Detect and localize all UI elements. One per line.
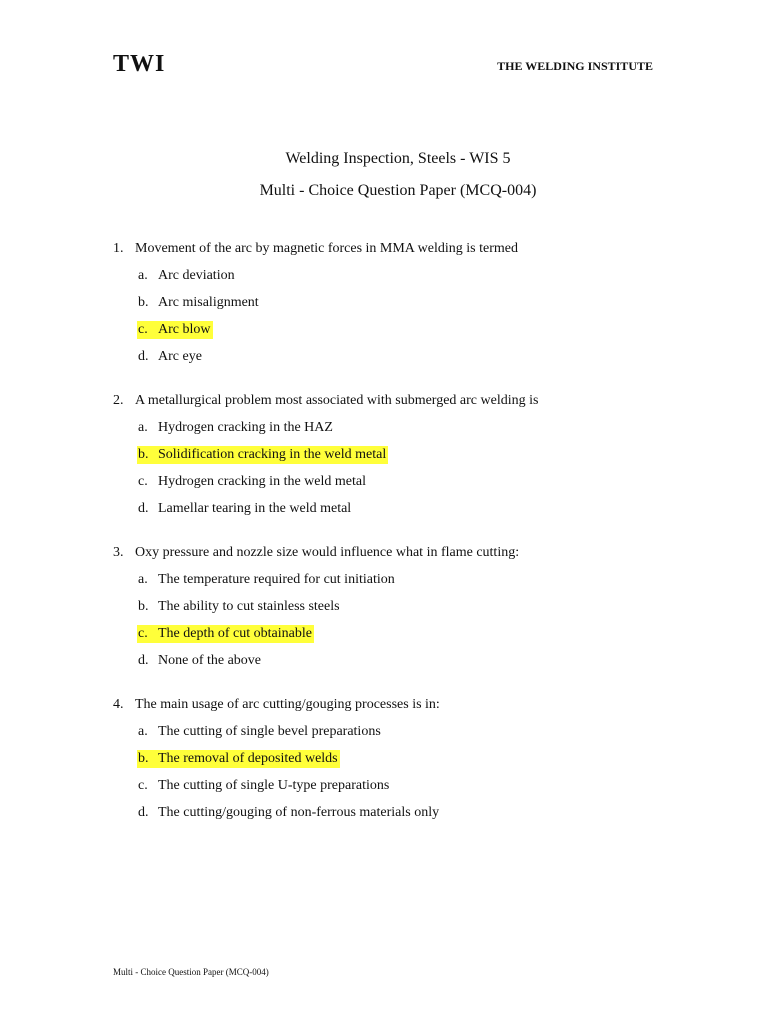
option-a (137, 571, 673, 589)
option-text: Arc blow (158, 322, 211, 337)
page-footer: Multi - Choice Question Paper (MCQ-004) (113, 967, 269, 977)
option-letter: b. (138, 751, 149, 766)
option-highlight (137, 571, 397, 589)
option-c (137, 625, 673, 643)
option-c (137, 321, 673, 339)
option-c (137, 777, 673, 795)
question-stem (113, 240, 673, 258)
option-letter: c. (138, 322, 148, 337)
option-list (137, 267, 673, 366)
question-3 (113, 544, 673, 670)
option-text: Arc eye (158, 349, 202, 364)
option-letter: c. (138, 474, 148, 489)
option-letter: a. (138, 724, 148, 739)
option-text: The cutting of single U-type preparations (158, 778, 390, 793)
option-d (137, 348, 673, 366)
option-text: Lamellar tearing in the weld metal (158, 501, 352, 516)
option-text: Solidification cracking in the weld metal (158, 447, 387, 462)
option-highlight (137, 625, 314, 643)
option-letter: d. (138, 349, 149, 364)
option-highlight (137, 348, 204, 366)
question-text: Oxy pressure and nozzle size would influence what in flame cutting: (135, 545, 520, 560)
option-list (137, 571, 673, 670)
option-letter: b. (138, 447, 149, 462)
option-highlight (137, 777, 391, 795)
option-text: The temperature required for cut initiation (158, 572, 395, 587)
option-highlight (137, 723, 383, 741)
option-text: The cutting/gouging of non-ferrous materials only (158, 805, 440, 820)
question-number: 3. (113, 545, 124, 560)
option-b (137, 294, 673, 312)
question-stem (113, 392, 673, 410)
option-highlight (137, 446, 388, 464)
question-1 (113, 240, 673, 366)
option-d (137, 652, 673, 670)
option-letter: a. (138, 572, 148, 587)
option-b (137, 598, 673, 616)
option-letter: a. (138, 420, 148, 435)
option-highlight (137, 419, 335, 437)
option-letter: d. (138, 501, 149, 516)
option-b (137, 446, 673, 464)
option-letter: d. (138, 805, 149, 820)
option-highlight (137, 500, 353, 518)
question-text: The main usage of arc cutting/gouging processes is in: (135, 697, 440, 712)
option-b (137, 750, 673, 768)
question-2 (113, 392, 673, 518)
option-highlight (137, 804, 441, 822)
option-list (137, 723, 673, 822)
option-letter: b. (138, 295, 149, 310)
option-text: Hydrogen cracking in the weld metal (158, 474, 366, 489)
option-highlight (137, 598, 342, 616)
option-text: Hydrogen cracking in the HAZ (158, 420, 333, 435)
option-d (137, 500, 673, 518)
institute-name: THE WELDING INSTITUTE (497, 59, 653, 73)
option-letter: d. (138, 653, 149, 668)
option-letter: a. (138, 268, 148, 283)
question-number: 4. (113, 697, 124, 712)
twi-logo: TWI (113, 51, 166, 77)
option-c (137, 473, 673, 491)
option-letter: c. (138, 626, 148, 641)
document-subtitle: Multi - Choice Question Paper (MCQ-004) (259, 182, 537, 199)
option-d (137, 804, 673, 822)
option-letter: b. (138, 599, 149, 614)
option-text: None of the above (158, 653, 262, 668)
option-highlight (137, 750, 340, 768)
question-number: 2. (113, 393, 124, 408)
question-number: 1. (113, 241, 124, 256)
question-stem (113, 696, 673, 714)
option-highlight (137, 652, 263, 670)
option-letter: c. (138, 778, 148, 793)
option-a (137, 723, 673, 741)
option-highlight (137, 294, 261, 312)
option-text: The depth of cut obtainable (158, 626, 312, 641)
option-text: The ability to cut stainless steels (158, 599, 340, 614)
option-text: Arc deviation (158, 268, 235, 283)
option-text: The cutting of single bevel preparations (158, 724, 381, 739)
option-text: The removal of deposited welds (158, 751, 338, 766)
option-text: Arc misalignment (158, 295, 259, 310)
option-a (137, 267, 673, 285)
question-list (113, 240, 673, 848)
option-highlight (137, 321, 213, 339)
option-highlight (137, 267, 237, 285)
question-4 (113, 696, 673, 822)
option-a (137, 419, 673, 437)
option-list (137, 419, 673, 518)
question-stem (113, 544, 673, 562)
document-title: Welding Inspection, Steels - WIS 5 (285, 150, 511, 167)
question-text: A metallurgical problem most associated with submerged arc welding is (135, 393, 539, 408)
option-highlight (137, 473, 368, 491)
question-text: Movement of the arc by magnetic forces in MMA welding is termed (135, 241, 518, 256)
